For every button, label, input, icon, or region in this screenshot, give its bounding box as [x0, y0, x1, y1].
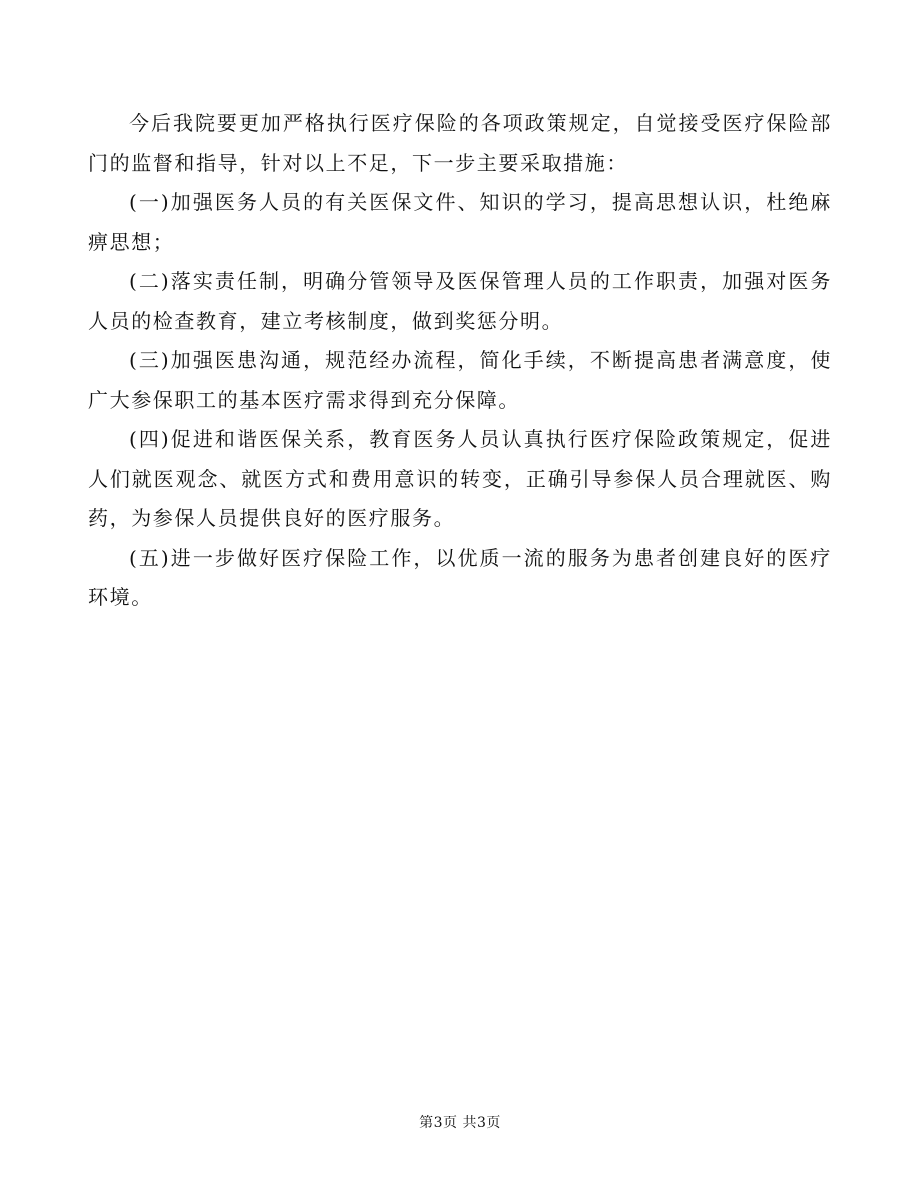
paragraph-item-1: (一)加强医务人员的有关医保文件、知识的学习，提高思想认识，杜绝麻痹思想；: [88, 190, 832, 254]
document-body: [88, 104, 832, 618]
paragraph-item-2: (二)落实责任制，明确分管领导及医保管理人员的工作职责，加强对医务人员的检查教育，建立考核制度，做到奖惩分明。: [88, 269, 832, 333]
paragraph-item-4: (四)促进和谐医保关系，教育医务人员认真执行医疗保险政策规定，促进人们就医观念、就医方式和费用意识的转变，正确引导参保人员合理就医、购药，为参保人员提供良好的医疗服务。: [88, 427, 832, 530]
paragraph-item-3: (三)加强医患沟通，规范经办流程，简化手续，不断提高患者满意度，使广大参保职工的基本医疗需求得到充分保障。: [88, 348, 832, 412]
page-number-footer: 第3页 共3页: [419, 1115, 501, 1131]
paragraph-item-5: (五)进一步做好医疗保险工作，以优质一流的服务为患者创建良好的医疗环境。: [88, 545, 832, 609]
paragraph-intro: 今后我院要更加严格执行医疗保险的各项政策规定，自觉接受医疗保险部门的监督和指导，针对以上不足，下一步主要采取措施：: [88, 111, 832, 175]
